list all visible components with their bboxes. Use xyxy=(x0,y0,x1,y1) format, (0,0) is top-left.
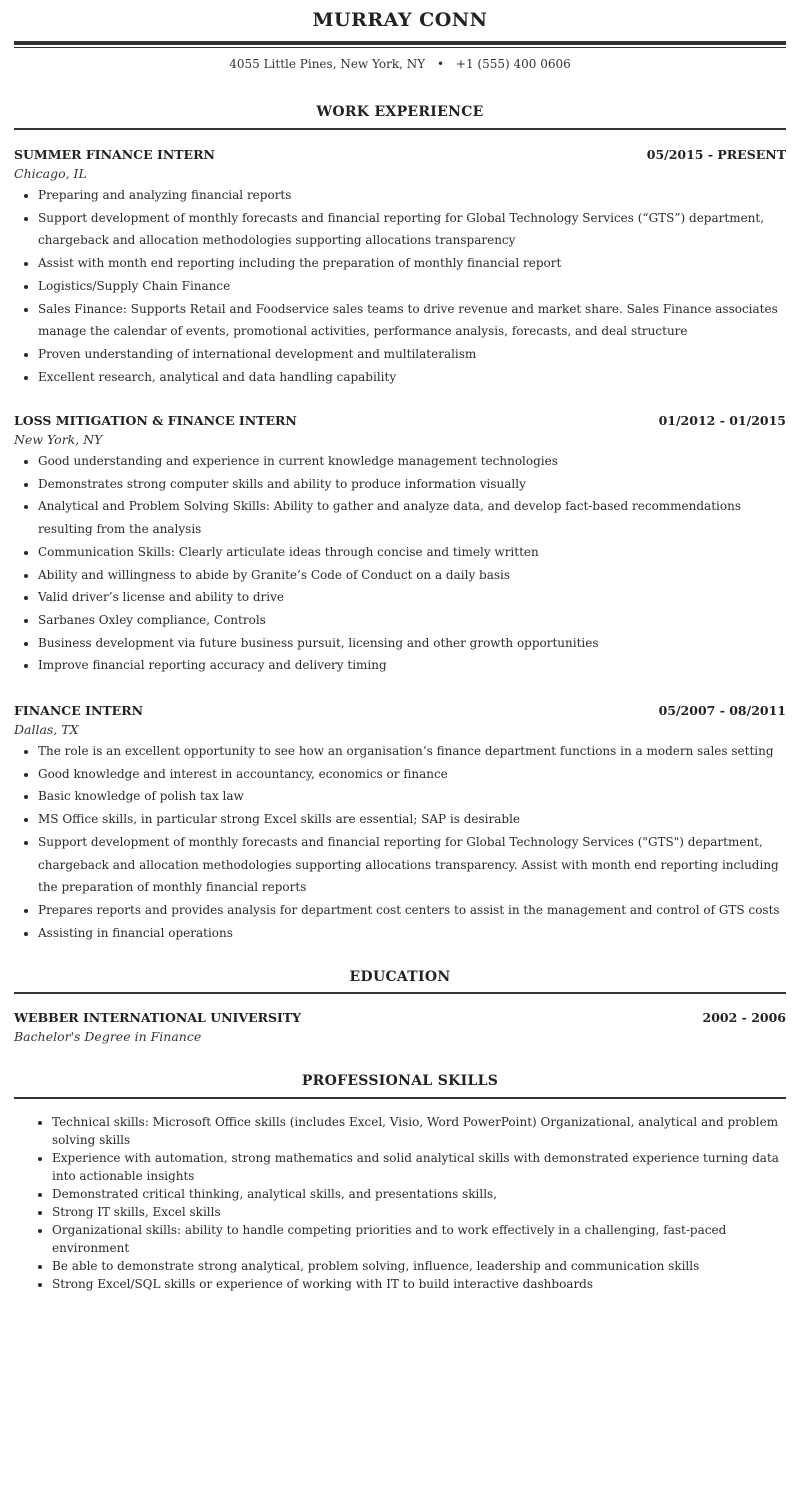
contact-address: 4055 Little Pines, New York, NY xyxy=(229,57,426,71)
degree: Bachelor's Degree in Finance xyxy=(14,1029,202,1044)
job-bullet: • Assist with month end reporting including the preparation of monthly financial report xyxy=(38,252,786,275)
contact-phone: +1 (555) 400 0606 xyxy=(455,57,571,71)
job-bullet: • Assisting in financial operations xyxy=(38,922,786,945)
section-rule-work-experience xyxy=(14,128,786,130)
job-bullets xyxy=(14,450,786,677)
job-bullet: • The role is an excellent opportunity to see how an organisation’s finance department functions in a modern sales setting xyxy=(38,740,786,763)
job-bullet: • Support development of monthly forecasts and financial reporting for Global Technology Services (“GTS”) department, chargeback and allocation methodologies supporting allocations transparency xyxy=(38,207,786,252)
header-rule-thin xyxy=(14,47,786,48)
education-entry xyxy=(14,1010,786,1045)
skill-item: • Organizational skills: ability to handle competing priorities and to work effectively in a challenging, fast-paced environment xyxy=(52,1221,786,1257)
job-bullet: • Analytical and Problem Solving Skills: Ability to gather and analyze data, and develop fact-based recommendations resulting from the analysis xyxy=(38,495,786,540)
job-bullet: • Good knowledge and interest in accountancy, economics or finance xyxy=(38,763,786,786)
job-entry-3 xyxy=(14,703,786,944)
skill-item: • Strong Excel/SQL skills or experience of working with IT to build interactive dashboards xyxy=(52,1275,786,1293)
section-rule-education xyxy=(14,992,786,994)
skill-item: • Experience with automation, strong mathematics and solid analytical skills with demonstrated experience turning data into actionable insights xyxy=(52,1149,786,1185)
job-bullet: • Business development via future business pursuit, licensing and other growth opportunities xyxy=(38,632,786,655)
job-bullet: • Communication Skills: Clearly articulate ideas through concise and timely written xyxy=(38,541,786,564)
section-title-work-experience: WORK EXPERIENCE xyxy=(316,104,484,120)
job-bullet: • MS Office skills, in particular strong Excel skills are essential; SAP is desirable xyxy=(38,808,786,831)
skill-item: • Demonstrated critical thinking, analytical skills, and presentations skills, xyxy=(52,1185,786,1203)
job-title: SUMMER FINANCE INTERN xyxy=(14,147,215,162)
job-bullet: • Demonstrates strong computer skills and ability to produce information visually xyxy=(38,473,786,496)
job-bullet: • Logistics/Supply Chain Finance xyxy=(38,275,786,298)
skill-item: • Be able to demonstrate strong analytical, problem solving, influence, leadership and communication skills xyxy=(52,1257,786,1275)
job-bullet: • Sarbanes Oxley compliance, Controls xyxy=(38,609,786,632)
job-dates: 05/2015 - PRESENT xyxy=(646,147,786,162)
job-bullet: • Valid driver’s license and ability to drive xyxy=(38,586,786,609)
candidate-name: MURRAY CONN xyxy=(312,9,488,31)
job-entry-1 xyxy=(14,147,786,388)
job-dates: 01/2012 - 01/2015 xyxy=(658,413,786,428)
job-title: LOSS MITIGATION & FINANCE INTERN xyxy=(14,413,297,428)
job-bullets xyxy=(14,740,786,944)
job-bullet: • Basic knowledge of polish tax law xyxy=(38,785,786,808)
skill-item: • Strong IT skills, Excel skills xyxy=(52,1203,786,1221)
job-dates: 05/2007 - 08/2011 xyxy=(658,703,786,718)
job-bullet: • Improve financial reporting accuracy and delivery timing xyxy=(38,654,786,677)
school-name: WEBBER INTERNATIONAL UNIVERSITY xyxy=(14,1010,302,1025)
job-bullet: • Excellent research, analytical and data handling capability xyxy=(38,366,786,389)
job-bullet: • Preparing and analyzing financial reports xyxy=(38,184,786,207)
job-bullet: • Proven understanding of international development and multilateralism xyxy=(38,343,786,366)
contact-separator: • xyxy=(437,57,445,71)
job-title: FINANCE INTERN xyxy=(14,703,144,718)
section-title-education: EDUCATION xyxy=(349,969,451,985)
job-bullet: • Sales Finance: Supports Retail and Foodservice sales teams to drive revenue and market share. Sales Finance associates manage the calendar of events, promotional activities, performance analysis, forecasts, and deal structure xyxy=(38,298,786,343)
job-location: Dallas, TX xyxy=(14,722,79,737)
skills-list-container xyxy=(14,1113,786,1293)
skill-item: • Technical skills: Microsoft Office skills (includes Excel, Visio, Word PowerPoint) Organizational, analytical and problem solving skills xyxy=(52,1113,786,1149)
job-bullet: • Support development of monthly forecasts and financial reporting for Global Technology Services ("GTS") department, chargeback and allocation methodologies supporting allocations transparency. Assist with month end reporting including the preparation of monthly financial reports xyxy=(38,831,786,899)
job-bullet: • Prepares reports and provides analysis for department cost centers to assist in the management and control of GTS costs xyxy=(38,899,786,922)
job-bullet: • Ability and willingness to abide by Granite’s Code of Conduct on a daily basis xyxy=(38,564,786,587)
education-dates: 2002 - 2006 xyxy=(702,1010,786,1025)
section-title-professional-skills: PROFESSIONAL SKILLS xyxy=(301,1073,499,1089)
header-rule-thick xyxy=(14,41,786,45)
job-location: New York, NY xyxy=(14,432,103,447)
job-location: Chicago, IL xyxy=(14,166,87,181)
job-entry-2 xyxy=(14,413,786,677)
skills-list xyxy=(14,1113,786,1293)
section-rule-professional-skills xyxy=(14,1097,786,1099)
job-bullets xyxy=(14,184,786,388)
contact-line xyxy=(0,57,800,71)
job-bullet: • Good understanding and experience in current knowledge management technologies xyxy=(38,450,786,473)
